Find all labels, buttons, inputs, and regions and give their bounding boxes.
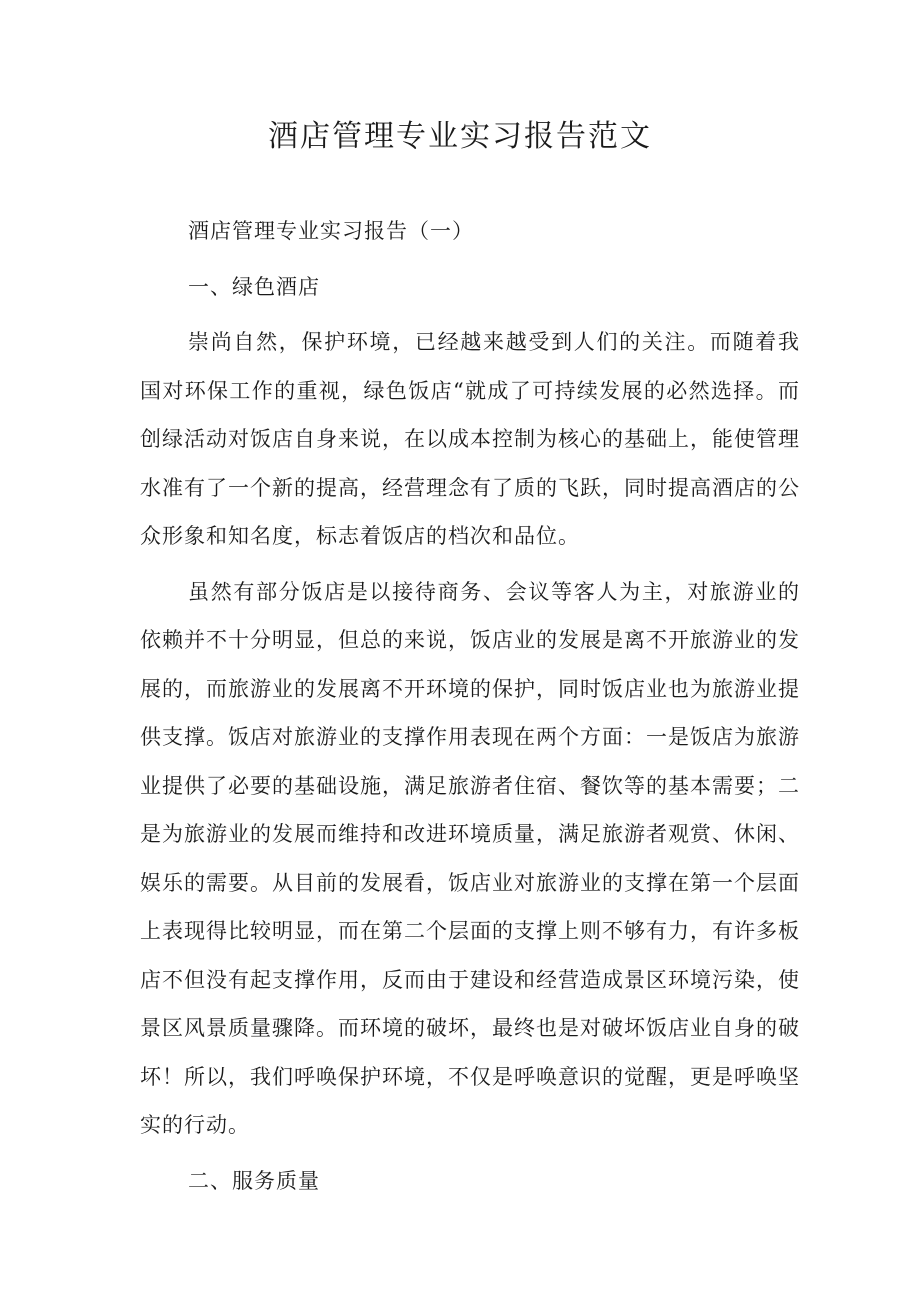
- paragraph-tourism-support: 虽然有部分饭店是以接待商务、会议等客人为主，对旅游业的依赖并不十分明显，但总的来说，饭店业的发展是离不开旅游业的发展的，而旅游业的发展离不开环境的保护，同时饭店业也为旅游业提供支撑。饭店对旅游业的支撑作用表现在两个方面：一是饭店为旅游业提供了必要的基础设施，满足旅游者住宿、餐饮等的基本需要；二是为旅游业的发展而维持和改进环境质量，满足旅游者观赏、休闲、娱乐的需要。从目前的发展看，饭店业对旅游业的支撑在第一个层面上表现得比较明显，而在第二个层面的支撑上则不够有力，有许多板店不但没有起支撑作用，反而由于建设和经营造成景区环境污染，使景区风景质量骤降。而环境的破坏，最终也是对破坏饭店业自身的破坏！所以，我们呼唤保护环境，不仅是呼唤意识的觉醒，更是呼唤坚实的行动。: [140, 579, 800, 1137]
- section-heading-green-hotel: 一、绿色酒店: [188, 274, 320, 299]
- report-subtitle: 酒店管理专业实习报告（一）: [188, 219, 474, 243]
- paragraph-green-hotel-intro: 崇尚自然，保护环境，已经越来越受到人们的关注。而随着我国对环保工作的重视，绿色饭店“就成了可持续发展的必然选择。而创绿活动对饭店自身来说，在以成本控制为核心的基础上，能使管理水准有了一个新的提高，经营理念有了质的飞跃，同时提高酒店的公众形象和知名度，标志着饭店的档次和品位。: [140, 330, 800, 548]
- section-heading-service-quality: 二、服务质量: [188, 1168, 320, 1193]
- document-title: 酒店管理专业实习报告范文: [268, 119, 652, 154]
- document-body: [140, 207, 800, 1212]
